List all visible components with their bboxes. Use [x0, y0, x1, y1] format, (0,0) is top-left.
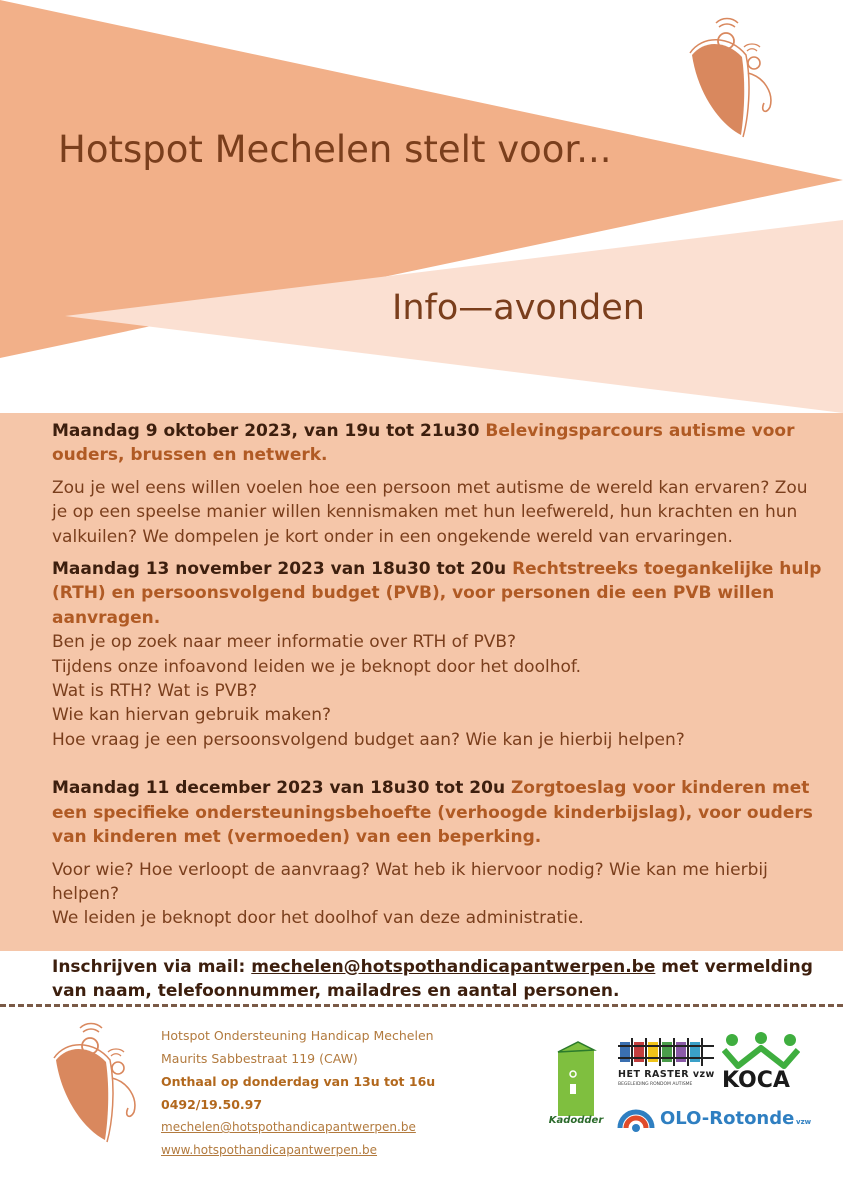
footer-phone: 0492/19.50.97	[161, 1097, 263, 1112]
page-subtitle: Info—avonden	[392, 288, 645, 328]
event-2-line-5: Hoe vraag je een persoonsvolgend budget aan? Wie kan je hierbij helpen?	[52, 729, 685, 750]
event-3-heading	[52, 776, 824, 849]
event-2-topic: Rechtstreeks toegankelijke hulp (RTH) en persoonsvolgend budget (PVB), voor personen die een PVB willen aanvragen.	[52, 559, 822, 628]
footer-email-link[interactable]: mechelen@hotspothandicapantwerpen.be	[161, 1120, 416, 1134]
registration-prefix: Inschrijven via mail:	[52, 956, 252, 977]
olo-rotonde-suffix: vzw	[796, 1118, 812, 1126]
registration-email-link[interactable]: mechelen@hotspothandicapantwerpen.be	[251, 956, 656, 977]
event-3-line-2: We leiden je beknopt door het doolhof van deze administratie.	[52, 908, 584, 929]
event-2-line-3: Wat is RTH? Wat is PVB?	[52, 681, 258, 702]
event-2-heading	[52, 557, 824, 630]
registration-note	[52, 955, 824, 1004]
het-raster-logo-text: HET RASTER vzw	[618, 1069, 715, 1080]
event-2-line-1: Ben je op zoek naar meer informatie over RTH of PVB?	[52, 632, 517, 653]
registration-suffix: met vermelding van naam, telefoonnummer, mailadres en aantal personen.	[52, 956, 813, 1002]
event-2-line-2: Tijdens onze infoavond leiden we je beknopt door het doolhof.	[52, 656, 582, 677]
footer-org: Hotspot Ondersteuning Handicap Mechelen	[161, 1028, 434, 1043]
hotspot-logo-icon	[686, 15, 781, 140]
footer-contact	[161, 1024, 435, 1162]
events-content	[52, 419, 824, 1004]
event-3-line-1: Voor wie? Hoe verloopt de aanvraag? Wat heb ik hiervoor nodig? Wie kan me hierbij helpen?	[52, 859, 768, 904]
event-1-body: Zou je wel eens willen voelen hoe een persoon met autisme de wereld kan ervaren? Zou je op een speelse manier willen kennismaken met hun leefwereld, hun krachten en hun valkuilen? We dompelen je kort onder in een ongekende wereld van ervaringen.	[52, 477, 808, 547]
koca-logo-icon	[722, 1032, 800, 1070]
footer-hotspot-logo-icon	[50, 1020, 145, 1145]
kadodder-logo-text: Kadodder	[548, 1115, 604, 1126]
event-1-heading	[52, 419, 824, 468]
event-2-date: Maandag 13 november 2023 van 18u30 tot 20u	[52, 559, 507, 580]
het-raster-logo-icon	[618, 1038, 714, 1066]
olo-rotonde-logo-icon	[616, 1098, 656, 1136]
olo-rotonde-logo-text: OLO-Rotonde	[660, 1108, 795, 1129]
event-1-date: Maandag 9 oktober 2023, van 19u tot 21u30	[52, 421, 480, 441]
footer-divider	[0, 1004, 843, 1007]
page-title: Hotspot Mechelen stelt voor...	[58, 128, 612, 171]
event-1-topic: Belevingsparcours autisme voor ouders, brussen en netwerk.	[52, 421, 795, 466]
footer-hours: Onthaal op donderdag van 13u tot 16u	[161, 1074, 436, 1089]
footer-address: Maurits Sabbestraat 119 (CAW)	[161, 1051, 358, 1066]
footer-website-link[interactable]: www.hotspothandicapantwerpen.be	[161, 1143, 378, 1157]
event-3-topic: Zorgtoeslag voor kinderen met een specifieke ondersteuningsbehoefte (verhoogde kinderbijslag), voor ouders van kinderen met (vermoeden) van een beperking.	[52, 778, 813, 848]
event-2-line-4: Wie kan hiervan gebruik maken?	[52, 705, 332, 726]
het-raster-tagline: BEGELEIDING RONDOM AUTISME	[618, 1082, 693, 1087]
event-3-date: Maandag 11 december 2023 van 18u30 tot 20u	[52, 778, 506, 799]
koca-logo-text: KOCA	[722, 1068, 790, 1093]
